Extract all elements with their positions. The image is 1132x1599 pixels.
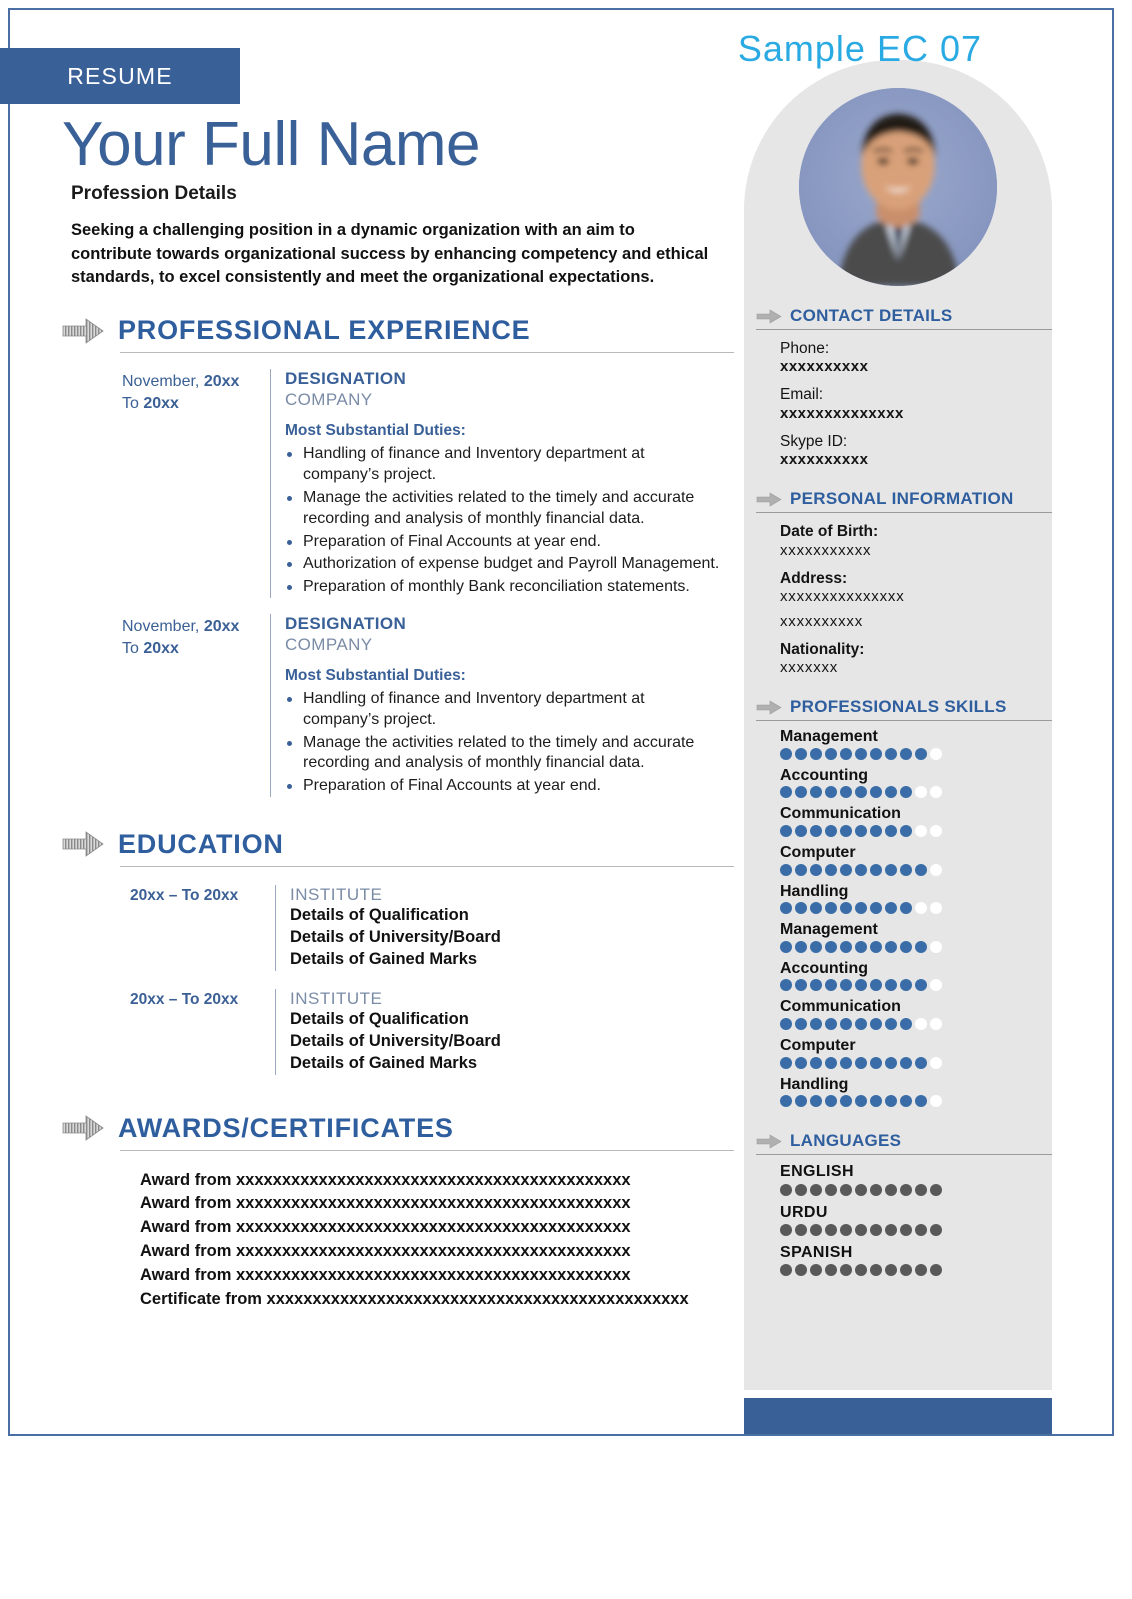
dot-filled bbox=[795, 1224, 807, 1236]
experience-list bbox=[62, 369, 722, 797]
language-item bbox=[750, 1163, 1052, 1195]
dot-filled bbox=[855, 1018, 867, 1030]
dot-filled bbox=[915, 979, 927, 991]
dot-filled bbox=[810, 786, 822, 798]
dot-filled bbox=[795, 979, 807, 991]
dot-filled bbox=[885, 1264, 897, 1276]
sidebar-section-header bbox=[750, 306, 1052, 326]
career-objective: Seeking a challenging position in a dynamic organization with an aim to contribute towards organizational success by enhancing competency and ethical standards, to excel consistently and meet the organizational expectations. bbox=[71, 221, 709, 286]
dot-filled bbox=[795, 1018, 807, 1030]
dot-filled bbox=[915, 748, 927, 760]
education-detail: Details of Gained Marks bbox=[290, 949, 478, 968]
sidebar-footer-bar bbox=[744, 1398, 1052, 1434]
section-awards-certificates bbox=[62, 1113, 722, 1313]
dot-filled bbox=[915, 1184, 927, 1196]
candidate-full-name: Your Full Name bbox=[62, 110, 481, 179]
dot-filled bbox=[840, 1264, 852, 1276]
sidebar-section-title: CONTACT DETAILS bbox=[790, 306, 953, 325]
duty-item: Manage the activities related to the timely and accurate recording and analysis of monthly financial data. bbox=[285, 488, 722, 530]
section-title: AWARDS/CERTIFICATES bbox=[118, 1112, 454, 1143]
dot-empty bbox=[915, 902, 927, 914]
section-education bbox=[62, 829, 722, 1075]
dot-filled bbox=[855, 1224, 867, 1236]
dot-filled bbox=[780, 864, 792, 876]
dot-empty bbox=[930, 902, 942, 914]
company-name: COMPANY bbox=[285, 634, 373, 654]
duties-heading: Most Substantial Duties: bbox=[285, 666, 466, 684]
section-divider bbox=[120, 352, 734, 353]
contact-items bbox=[750, 339, 1052, 469]
dot-filled bbox=[810, 1095, 822, 1107]
skill-name: Communication bbox=[780, 805, 901, 823]
skill-name: Computer bbox=[780, 1037, 856, 1054]
award-item: Award from xxxxxxxxxxxxxxxxxxxxxxxxxxxxxxxxxxxxxxxxxxx bbox=[140, 1242, 631, 1261]
sidebar-section-title: PERSONAL INFORMATION bbox=[790, 489, 1014, 509]
skill-item bbox=[750, 767, 1052, 799]
education-detail: Details of Qualification bbox=[290, 1009, 469, 1028]
dot-filled bbox=[840, 864, 852, 876]
dot-filled bbox=[840, 1095, 852, 1107]
experience-date: November, 20xx To 20xx bbox=[122, 373, 240, 412]
skill-item bbox=[750, 998, 1052, 1030]
dot-filled bbox=[915, 864, 927, 876]
award-item: Award from xxxxxxxxxxxxxxxxxxxxxxxxxxxxxxxxxxxxxxxxxxx bbox=[140, 1266, 631, 1285]
education-body bbox=[275, 989, 501, 1075]
skill-item bbox=[750, 728, 1052, 760]
section-divider bbox=[756, 512, 1052, 513]
skill-name: Management bbox=[780, 921, 878, 939]
dot-filled bbox=[900, 1184, 912, 1196]
rating-dots bbox=[780, 825, 1052, 837]
dot-filled bbox=[825, 941, 837, 953]
dot-filled bbox=[780, 825, 792, 837]
dot-filled bbox=[900, 941, 912, 953]
experience-entry bbox=[122, 369, 722, 598]
dot-filled bbox=[900, 1018, 912, 1030]
sidebar-section-languages bbox=[744, 1131, 1052, 1276]
dot-filled bbox=[900, 979, 912, 991]
dot-filled bbox=[840, 825, 852, 837]
contact-label: Phone: bbox=[780, 340, 830, 357]
photo-area bbox=[744, 60, 1052, 286]
dot-filled bbox=[780, 1184, 792, 1196]
experience-date: November, 20xx To 20xx bbox=[122, 617, 240, 657]
dot-filled bbox=[885, 1184, 897, 1196]
dot-filled bbox=[795, 1095, 807, 1107]
contact-item bbox=[750, 432, 1052, 469]
education-detail: Details of Gained Marks bbox=[290, 1053, 478, 1072]
dot-filled bbox=[900, 748, 912, 760]
dot-empty bbox=[915, 825, 927, 837]
section-divider bbox=[120, 866, 734, 867]
dot-filled bbox=[900, 1095, 912, 1107]
rating-dots bbox=[780, 748, 1052, 760]
dot-filled bbox=[885, 1095, 897, 1107]
skill-name: Handling bbox=[780, 1075, 849, 1093]
dot-filled bbox=[870, 825, 882, 837]
company-name: COMPANY bbox=[285, 390, 373, 410]
dot-filled bbox=[825, 825, 837, 837]
sidebar-section-contact bbox=[744, 306, 1052, 469]
skill-item bbox=[750, 844, 1052, 876]
dot-filled bbox=[870, 864, 882, 876]
dot-filled bbox=[855, 864, 867, 876]
dot-filled bbox=[855, 1057, 867, 1069]
dot-filled bbox=[900, 864, 912, 876]
dot-filled bbox=[900, 902, 912, 914]
dot-empty bbox=[930, 825, 942, 837]
dot-filled bbox=[780, 1018, 792, 1030]
dot-empty bbox=[930, 979, 942, 991]
dot-filled bbox=[855, 979, 867, 991]
skill-name: Handling bbox=[780, 882, 849, 900]
education-date: 20xx – To 20xx bbox=[130, 886, 239, 904]
dot-filled bbox=[840, 902, 852, 914]
dot-filled bbox=[825, 1018, 837, 1030]
dot-filled bbox=[810, 864, 822, 876]
personal-value-2: xxxxxxxxxx bbox=[780, 612, 863, 630]
dot-filled bbox=[855, 902, 867, 914]
sidebar-section-header bbox=[750, 697, 1052, 717]
rating-dots bbox=[780, 1057, 1052, 1069]
dot-filled bbox=[855, 1184, 867, 1196]
dot-filled bbox=[780, 748, 792, 760]
dot-filled bbox=[810, 1057, 822, 1069]
education-date: 20xx – To 20xx bbox=[130, 990, 239, 1008]
sample-code-label: Sample EC 07 bbox=[737, 28, 982, 69]
section-title: PROFESSIONAL EXPERIENCE bbox=[118, 315, 531, 346]
dot-filled bbox=[840, 748, 852, 760]
education-body bbox=[275, 885, 501, 971]
rating-dots bbox=[780, 1018, 1052, 1030]
dot-filled bbox=[885, 748, 897, 760]
institute-name: INSTITUTE bbox=[290, 988, 383, 1008]
contact-label: Skype ID: bbox=[780, 432, 848, 450]
dot-filled bbox=[885, 786, 897, 798]
personal-value: xxxxxxx bbox=[780, 659, 839, 677]
dot-filled bbox=[825, 1224, 837, 1236]
resume-banner bbox=[0, 48, 240, 104]
dot-filled bbox=[870, 786, 882, 798]
dot-empty bbox=[930, 864, 942, 876]
skill-name: Communication bbox=[780, 998, 901, 1016]
personal-value: xxxxxxxxxxx bbox=[780, 541, 872, 559]
dot-filled bbox=[885, 864, 897, 876]
dot-filled bbox=[855, 941, 867, 953]
dot-filled bbox=[870, 1264, 882, 1276]
dot-filled bbox=[840, 1224, 852, 1236]
dot-filled bbox=[855, 1095, 867, 1107]
dot-filled bbox=[810, 941, 822, 953]
designation: DESIGNATION bbox=[285, 613, 407, 633]
personal-label: Date of Birth: bbox=[780, 523, 879, 541]
contact-label: Email: bbox=[780, 386, 824, 404]
profession-subtitle: Profession Details bbox=[71, 183, 237, 205]
dot-empty bbox=[930, 1057, 942, 1069]
personal-label: Nationality: bbox=[780, 640, 865, 658]
awards-list bbox=[140, 1169, 722, 1313]
dot-filled bbox=[825, 979, 837, 991]
duty-item: Preparation of monthly Bank reconciliation statements. bbox=[285, 577, 722, 598]
personal-value: xxxxxxxxxxxxxxx bbox=[780, 587, 905, 605]
language-item bbox=[750, 1244, 1052, 1276]
dot-filled bbox=[810, 1184, 822, 1196]
dot-empty bbox=[930, 748, 942, 760]
profile-photo bbox=[799, 88, 997, 286]
rating-dots bbox=[780, 941, 1052, 953]
skill-item bbox=[750, 1037, 1052, 1069]
dot-filled bbox=[795, 1057, 807, 1069]
dot-filled bbox=[885, 941, 897, 953]
personal-item bbox=[750, 522, 1052, 559]
personal-items bbox=[750, 522, 1052, 677]
section-divider bbox=[756, 329, 1052, 330]
arrow-right-icon bbox=[756, 309, 782, 324]
dot-filled bbox=[795, 902, 807, 914]
contact-value: xxxxxxxxxx bbox=[780, 451, 869, 469]
dot-filled bbox=[795, 1184, 807, 1196]
dot-filled bbox=[885, 979, 897, 991]
contact-value: xxxxxxxxxx bbox=[780, 358, 869, 376]
dot-filled bbox=[885, 902, 897, 914]
languages-list bbox=[750, 1163, 1052, 1276]
dot-filled bbox=[825, 748, 837, 760]
experience-body bbox=[270, 614, 722, 797]
skill-item bbox=[750, 805, 1052, 837]
avatar bbox=[799, 88, 997, 286]
award-item: Certificate from xxxxxxxxxxxxxxxxxxxxxxxxxxxxxxxxxxxxxxxxxxxxxx bbox=[140, 1290, 689, 1309]
dot-filled bbox=[840, 786, 852, 798]
section-title: EDUCATION bbox=[118, 828, 284, 859]
personal-item bbox=[750, 569, 1052, 631]
dot-filled bbox=[780, 786, 792, 798]
education-entry bbox=[130, 885, 722, 971]
skill-name: Accounting bbox=[780, 766, 868, 784]
dot-filled bbox=[915, 1095, 927, 1107]
duty-item: Authorization of expense budget and Payroll Management. bbox=[285, 554, 722, 575]
dot-filled bbox=[915, 941, 927, 953]
designation: DESIGNATION bbox=[285, 369, 407, 389]
sidebar-section-header bbox=[750, 489, 1052, 509]
dot-filled bbox=[900, 1264, 912, 1276]
dot-filled bbox=[915, 1264, 927, 1276]
language-name: ENGLISH bbox=[780, 1163, 854, 1181]
dot-filled bbox=[810, 979, 822, 991]
dot-filled bbox=[810, 1224, 822, 1236]
skill-name: Management bbox=[780, 728, 878, 746]
arrow-right-icon bbox=[756, 492, 782, 507]
language-name: URDU bbox=[780, 1203, 828, 1221]
dot-filled bbox=[930, 1184, 942, 1196]
section-header bbox=[62, 1113, 722, 1144]
language-item bbox=[750, 1204, 1052, 1236]
personal-label: Address: bbox=[780, 569, 848, 587]
duty-item: Handling of finance and Inventory department at company’s project. bbox=[285, 444, 722, 486]
education-entry bbox=[130, 989, 722, 1075]
sidebar-section-skills bbox=[744, 697, 1052, 1107]
main-content-column bbox=[62, 112, 722, 1312]
dot-filled bbox=[840, 979, 852, 991]
award-item: Award from xxxxxxxxxxxxxxxxxxxxxxxxxxxxxxxxxxxxxxxxxxx bbox=[140, 1194, 631, 1213]
dot-filled bbox=[840, 941, 852, 953]
dot-filled bbox=[825, 864, 837, 876]
rating-dots bbox=[780, 1184, 1052, 1196]
contact-item bbox=[750, 339, 1052, 376]
dot-filled bbox=[795, 941, 807, 953]
dot-filled bbox=[930, 1224, 942, 1236]
dot-filled bbox=[870, 748, 882, 760]
dot-filled bbox=[825, 1264, 837, 1276]
dot-empty bbox=[915, 1018, 927, 1030]
arrow-right-icon bbox=[62, 318, 104, 344]
dot-filled bbox=[780, 1057, 792, 1069]
duty-item: Preparation of Final Accounts at year end. bbox=[285, 776, 722, 797]
sidebar-section-header bbox=[750, 1131, 1052, 1151]
dot-filled bbox=[810, 1264, 822, 1276]
skills-list bbox=[750, 728, 1052, 1107]
sidebar-section-title: LANGUAGES bbox=[790, 1131, 902, 1151]
dot-filled bbox=[900, 786, 912, 798]
dot-filled bbox=[900, 1224, 912, 1236]
dot-filled bbox=[840, 1018, 852, 1030]
education-detail: Details of University/Board bbox=[290, 927, 501, 946]
dot-filled bbox=[795, 748, 807, 760]
sidebar-section-title: PROFESSIONALS SKILLS bbox=[790, 697, 1007, 717]
arrow-right-icon bbox=[756, 1134, 782, 1149]
dot-filled bbox=[810, 1018, 822, 1030]
duties-heading: Most Substantial Duties: bbox=[285, 422, 466, 440]
institute-name: INSTITUTE bbox=[290, 884, 383, 904]
dot-filled bbox=[855, 1264, 867, 1276]
dot-filled bbox=[855, 825, 867, 837]
education-detail: Details of Qualification bbox=[290, 905, 469, 924]
duties-list bbox=[285, 689, 722, 797]
experience-body bbox=[270, 369, 722, 598]
dot-filled bbox=[825, 1184, 837, 1196]
dot-filled bbox=[780, 1224, 792, 1236]
dot-filled bbox=[870, 1095, 882, 1107]
dot-filled bbox=[780, 1264, 792, 1276]
dot-filled bbox=[795, 864, 807, 876]
dot-filled bbox=[780, 1095, 792, 1107]
skill-item bbox=[750, 921, 1052, 953]
section-professional-experience bbox=[62, 315, 722, 797]
dot-filled bbox=[825, 786, 837, 798]
dot-filled bbox=[885, 1057, 897, 1069]
section-divider bbox=[756, 1154, 1052, 1155]
dot-filled bbox=[810, 825, 822, 837]
dot-filled bbox=[885, 825, 897, 837]
dot-filled bbox=[795, 786, 807, 798]
dot-empty bbox=[915, 786, 927, 798]
arrow-right-icon bbox=[756, 700, 782, 715]
dot-filled bbox=[825, 902, 837, 914]
education-list bbox=[62, 885, 722, 1075]
contact-item bbox=[750, 385, 1052, 422]
dot-filled bbox=[900, 1057, 912, 1069]
dot-empty bbox=[930, 1095, 942, 1107]
section-header bbox=[62, 315, 722, 346]
arrow-right-icon bbox=[62, 831, 104, 857]
section-divider bbox=[756, 720, 1052, 721]
duty-item: Manage the activities related to the timely and accurate recording and analysis of monthly financial data. bbox=[285, 733, 722, 775]
personal-item bbox=[750, 640, 1052, 677]
dot-filled bbox=[840, 1057, 852, 1069]
skill-name: Computer bbox=[780, 844, 856, 862]
resume-banner-label: RESUME bbox=[67, 62, 173, 89]
section-divider bbox=[120, 1150, 734, 1151]
dot-filled bbox=[840, 1184, 852, 1196]
dot-filled bbox=[915, 1224, 927, 1236]
contact-value: xxxxxxxxxxxxxx bbox=[780, 404, 904, 422]
dot-filled bbox=[855, 748, 867, 760]
rating-dots bbox=[780, 864, 1052, 876]
dot-empty bbox=[930, 941, 942, 953]
rating-dots bbox=[780, 902, 1052, 914]
dot-filled bbox=[780, 902, 792, 914]
language-name: SPANISH bbox=[780, 1243, 853, 1261]
sidebar-section-personal-info bbox=[744, 489, 1052, 677]
sidebar-panel bbox=[744, 60, 1052, 1390]
dot-filled bbox=[795, 825, 807, 837]
rating-dots bbox=[780, 1095, 1052, 1107]
dot-filled bbox=[870, 1184, 882, 1196]
dot-filled bbox=[885, 1224, 897, 1236]
dot-filled bbox=[855, 786, 867, 798]
award-item: Award from xxxxxxxxxxxxxxxxxxxxxxxxxxxxxxxxxxxxxxxxxxx bbox=[140, 1170, 631, 1189]
dot-filled bbox=[825, 1057, 837, 1069]
rating-dots bbox=[780, 786, 1052, 798]
skill-item bbox=[750, 883, 1052, 915]
skill-name: Accounting bbox=[780, 959, 868, 977]
dot-filled bbox=[825, 1095, 837, 1107]
dot-filled bbox=[870, 1018, 882, 1030]
dot-filled bbox=[870, 941, 882, 953]
duties-list bbox=[285, 444, 722, 598]
dot-filled bbox=[810, 748, 822, 760]
duty-item: Preparation of Final Accounts at year end. bbox=[285, 532, 722, 553]
dot-filled bbox=[780, 941, 792, 953]
dot-filled bbox=[870, 979, 882, 991]
skill-item bbox=[750, 1076, 1052, 1108]
dot-empty bbox=[930, 1018, 942, 1030]
skill-item bbox=[750, 960, 1052, 992]
experience-entry bbox=[122, 614, 722, 797]
rating-dots bbox=[780, 1264, 1052, 1276]
dot-filled bbox=[930, 1264, 942, 1276]
dot-filled bbox=[885, 1018, 897, 1030]
dot-filled bbox=[915, 1057, 927, 1069]
dot-filled bbox=[795, 1264, 807, 1276]
dot-filled bbox=[870, 902, 882, 914]
education-detail: Details of University/Board bbox=[290, 1031, 501, 1050]
section-header bbox=[62, 829, 722, 860]
rating-dots bbox=[780, 979, 1052, 991]
dot-filled bbox=[900, 825, 912, 837]
arrow-right-icon bbox=[62, 1115, 104, 1141]
dot-filled bbox=[870, 1057, 882, 1069]
award-item: Award from xxxxxxxxxxxxxxxxxxxxxxxxxxxxxxxxxxxxxxxxxxx bbox=[140, 1218, 631, 1237]
dot-filled bbox=[780, 979, 792, 991]
dot-filled bbox=[810, 902, 822, 914]
dot-filled bbox=[870, 1224, 882, 1236]
dot-empty bbox=[930, 786, 942, 798]
duty-item: Handling of finance and Inventory department at company’s project. bbox=[285, 689, 722, 731]
rating-dots bbox=[780, 1224, 1052, 1236]
